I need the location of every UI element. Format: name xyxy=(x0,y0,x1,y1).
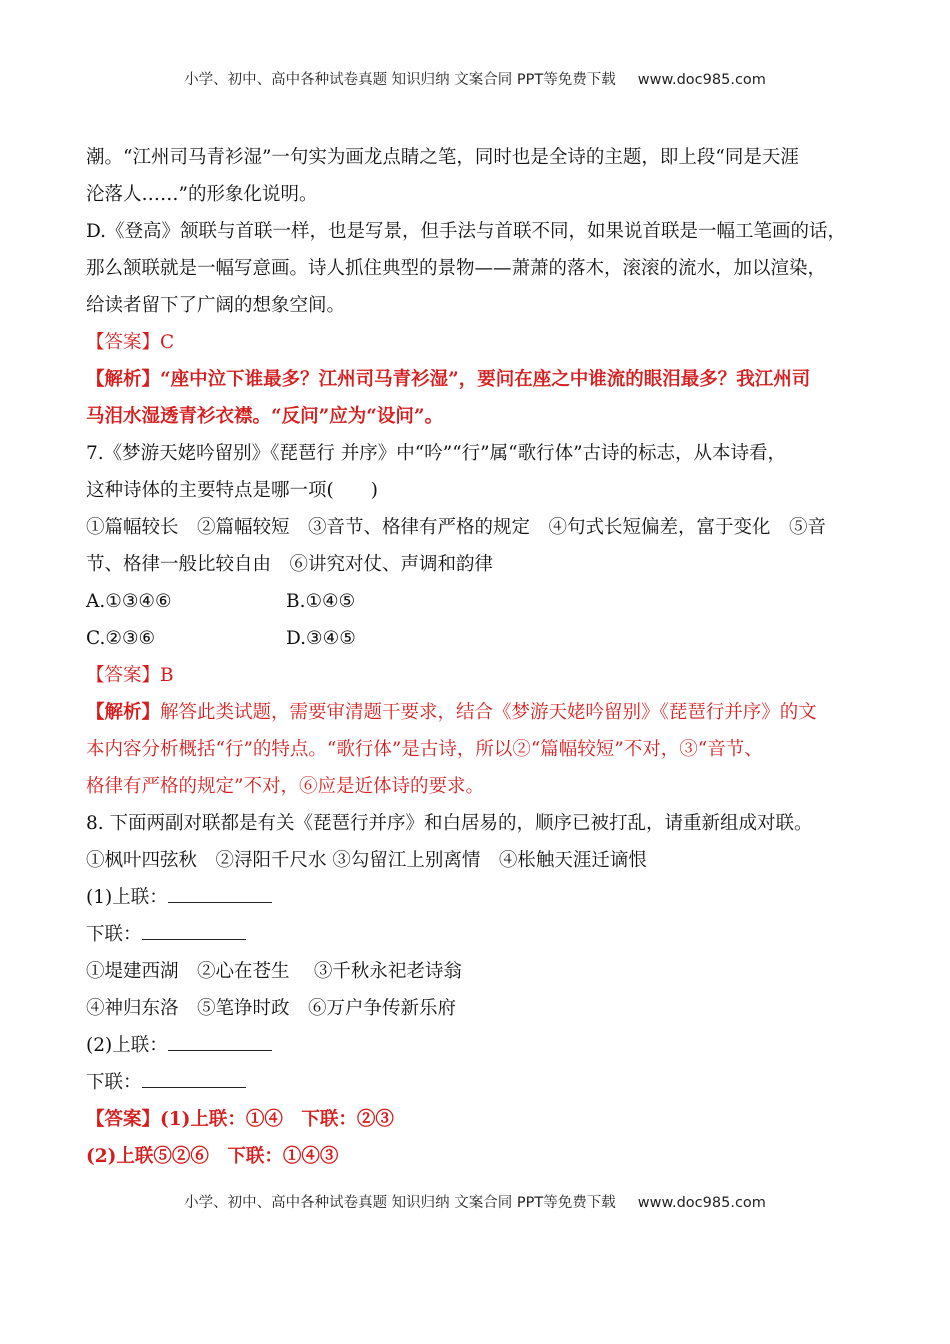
answer-blank[interactable] xyxy=(168,1034,272,1051)
q7-options-row1 xyxy=(86,589,486,615)
q8-part1-upper xyxy=(86,885,272,911)
analysis-label: 【解析】 xyxy=(86,369,161,390)
footer-text: 小学、初中、高中各种试卷真题 知识归纳 文案合同 PPT等免费下载 xyxy=(184,1195,616,1211)
text-line: 那么颔联就是一幅写意画。诗人抓住典型的景物——萧萧的落木，滚滚的流水，加以渲染， xyxy=(86,258,827,279)
analysis-text: “座中泣下谁最多？江州司马青衫湿”，要问在座之中谁流的眼泪最多？我江州司 xyxy=(160,369,811,390)
q8-group1: ①枫叶四弦秋 ②浔阳千尺水 ③勾留江上别离情 ④枨触天涯迁谪恨 xyxy=(86,850,647,871)
q7-answer xyxy=(86,663,174,689)
q6-analysis-cont: 马泪水湿透青衫衣襟。“反问”应为“设问”。 xyxy=(86,406,444,427)
q6-answer xyxy=(86,330,174,356)
footer-url[interactable]: www.doc985.com xyxy=(637,1195,766,1211)
option-a: A.①③④⑥ xyxy=(86,591,172,612)
text-line: D.《登高》颔联与首联一样，也是写景，但手法与首联不同，如果说首联是一幅工笔画的话， xyxy=(86,221,847,242)
q8-group2-cont: ④神归东洛 ⑤笔诤时政 ⑥万户争传新乐府 xyxy=(86,998,457,1019)
answer-value: C xyxy=(160,332,175,353)
option-c: C.②③⑥ xyxy=(86,628,156,649)
answer-blank[interactable] xyxy=(142,1071,246,1088)
q6-analysis xyxy=(86,367,810,393)
answer-label: 【答案】 xyxy=(86,1109,161,1130)
analysis-label: 【解析】 xyxy=(86,702,161,723)
text-line: 沦落人……”的形象化说明。 xyxy=(86,184,318,205)
text-line: 潮。“江州司马青衫湿”一句实为画龙点睛之笔，同时也是全诗的主题，即上段“同是天涯 xyxy=(86,147,799,168)
option-b: B.①④⑤ xyxy=(286,591,356,612)
header-text: 小学、初中、高中各种试卷真题 知识归纳 文案合同 PPT等免费下载 xyxy=(184,72,616,88)
answer-value: B xyxy=(160,665,174,686)
analysis-text: 解答此类试题，需要审清题干要求，结合《梦游天姥吟留别》《琵琶行并序》的文 xyxy=(160,702,817,723)
upper-label: (1)上联： xyxy=(86,887,168,908)
q7-items-cont: 节、格律一般比较自由 ⑥讲究对仗、声调和韵律 xyxy=(86,554,494,575)
q7-analysis-cont: 本内容分析概括“行”的特点。“歌行体”是古诗，所以②“篇幅较短”不对，③“音节、 xyxy=(86,739,763,760)
answer-label: 【答案】 xyxy=(86,332,161,353)
answer-value: (1)上联：①④ 下联：②③ xyxy=(160,1109,394,1130)
q7-stem: 7.《梦游天姥吟留别》《琵琶行 并序》中“吟”“行”属“歌行体”古诗的标志，从本诗看， xyxy=(86,443,787,464)
q8-group2: ①堤建西湖 ②心在苍生 ③千秋永祀老诗翁 xyxy=(86,961,462,982)
option-d: D.③④⑤ xyxy=(286,628,356,649)
answer-blank[interactable] xyxy=(168,886,272,903)
upper-label: (2)上联： xyxy=(86,1035,168,1056)
q7-stem-cont: 这种诗体的主要特点是哪一项( ) xyxy=(86,480,378,501)
q8-part1-lower xyxy=(86,922,246,948)
answer-blank[interactable] xyxy=(142,923,246,940)
answer-label: 【答案】 xyxy=(86,665,161,686)
q8-answer-cont: (2)上联⑤②⑥ 下联：①④③ xyxy=(86,1146,339,1167)
lower-label: 下联： xyxy=(86,924,142,945)
q7-analysis-cont: 格律有严格的规定”不对，⑥应是近体诗的要求。 xyxy=(86,776,484,797)
q7-analysis xyxy=(86,700,817,726)
page-header xyxy=(0,68,950,89)
q7-items: ①篇幅较长 ②篇幅较短 ③音节、格律有严格的规定 ④句式长短偏差，富于变化 ⑤音 xyxy=(86,517,827,538)
q8-stem: 8. 下面两副对联都是有关《琵琶行并序》和白居易的，顺序已被打乱，请重新组成对联。 xyxy=(86,813,813,834)
header-url[interactable]: www.doc985.com xyxy=(637,72,766,88)
q8-part2-upper xyxy=(86,1033,272,1059)
text-line: 给读者留下了广阔的想象空间。 xyxy=(86,295,346,316)
q8-part2-lower xyxy=(86,1070,246,1096)
lower-label: 下联： xyxy=(86,1072,142,1093)
page-footer xyxy=(0,1191,950,1212)
q8-answer xyxy=(86,1107,394,1133)
q7-options-row2 xyxy=(86,626,486,652)
